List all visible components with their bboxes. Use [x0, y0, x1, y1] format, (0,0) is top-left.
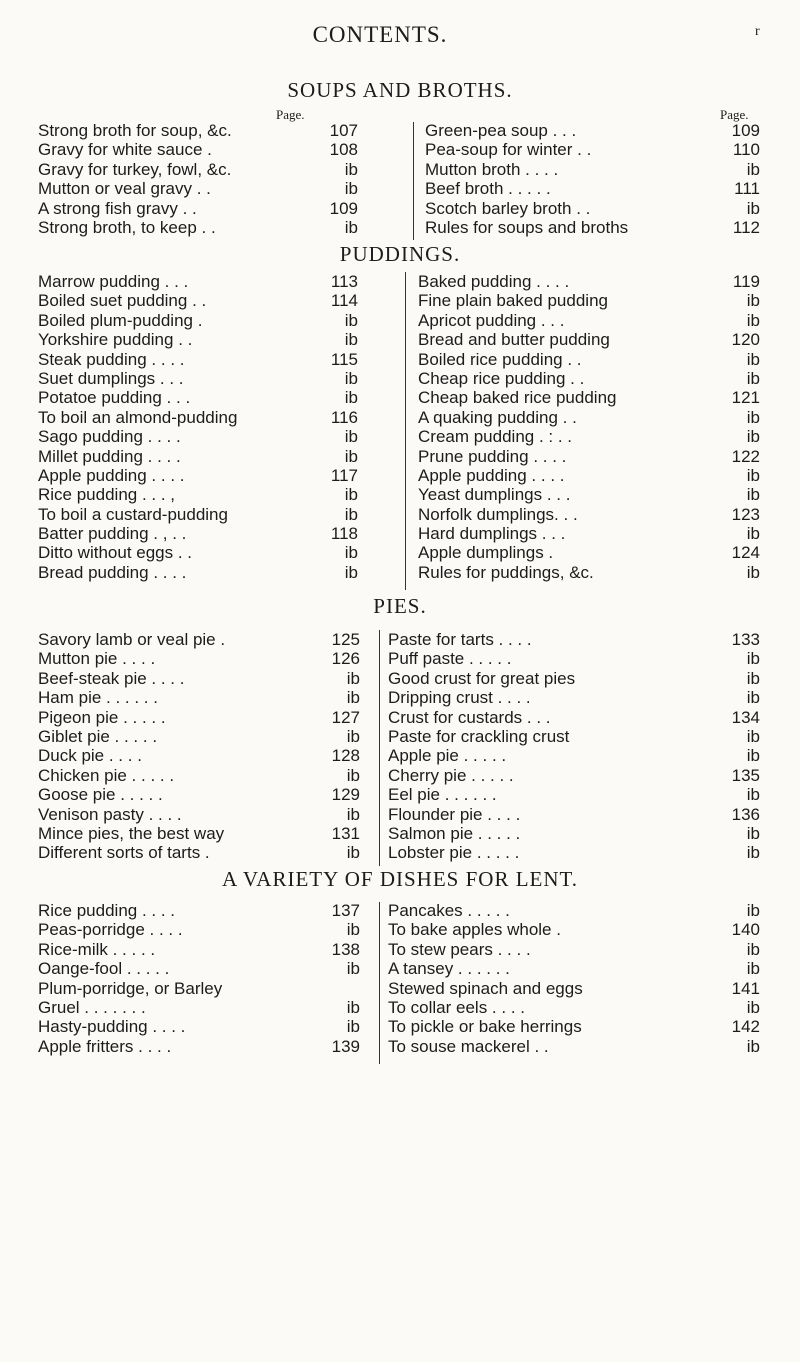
- entry-title: Pea-soup for winter . .: [425, 140, 592, 160]
- entry-title: Peas-porridge . . . .: [38, 920, 183, 940]
- entry-page-number: ib: [746, 310, 760, 330]
- entry-page-number: ib: [746, 843, 760, 863]
- toc-entry: [418, 408, 760, 427]
- toc-entry: [38, 218, 358, 237]
- lent-right-column: [388, 901, 760, 1056]
- toc-entry: [388, 805, 760, 824]
- page-title: CONTENTS.: [312, 22, 448, 47]
- entry-page-number: ib: [346, 688, 360, 708]
- toc-entry: [425, 140, 760, 159]
- pies-right-column: [388, 630, 760, 863]
- entry-page-number: ib: [746, 939, 760, 959]
- entry-page-number: 123: [731, 504, 760, 524]
- entry-page-number: 114: [330, 291, 358, 311]
- entry-title: Salmon pie . . . . .: [388, 823, 521, 843]
- entry-page-number: ib: [344, 485, 358, 505]
- entry-title: Potatoe pudding . . .: [38, 388, 191, 408]
- toc-entry: [418, 388, 760, 407]
- entry-title: Apple pudding . . . .: [38, 465, 185, 485]
- entry-title: Dripping crust . . . .: [388, 688, 531, 708]
- entry-page-number: 118: [330, 524, 358, 544]
- soups-left-column: [38, 121, 358, 237]
- entry-title: A strong fish gravy . .: [38, 198, 197, 218]
- puddings-right-column: [418, 272, 760, 582]
- toc-entry: [388, 727, 760, 746]
- entry-title: Stewed spinach and eggs: [388, 978, 583, 998]
- entry-title: Ditto without eggs . .: [38, 543, 193, 563]
- entry-page-number: ib: [344, 330, 358, 350]
- column-divider: [379, 630, 380, 866]
- entry-page-number: 137: [331, 901, 360, 920]
- entry-title: Ham pie . . . . . .: [38, 688, 158, 708]
- toc-entry: [38, 959, 360, 978]
- entry-title: To pickle or bake herrings: [388, 1017, 582, 1037]
- entry-page-number: ib: [746, 291, 760, 311]
- entry-page-number: ib: [746, 823, 760, 843]
- toc-entry: [418, 350, 760, 369]
- toc-entry: [418, 485, 760, 504]
- entry-title: Rules for puddings, &c.: [418, 562, 594, 582]
- entry-page-number: ib: [344, 388, 358, 408]
- toc-entry: [38, 940, 360, 959]
- entry-page-number: 113: [330, 272, 358, 291]
- entry-page-number: ib: [746, 159, 760, 179]
- entry-page-number: 112: [732, 217, 760, 237]
- entry-title: Savory lamb or veal pie .: [38, 630, 226, 649]
- entry-title: Prune pudding . . . .: [418, 446, 567, 466]
- entry-page-number: 120: [731, 330, 760, 350]
- toc-entry: [418, 563, 760, 582]
- entry-title: Batter pudding . , . .: [38, 524, 187, 544]
- toc-entry: [38, 427, 358, 446]
- toc-entry: [38, 369, 358, 388]
- entry-page-number: 127: [331, 707, 360, 727]
- toc-entry: [388, 785, 760, 804]
- toc-entry: [388, 1017, 760, 1036]
- entry-title: Suet dumplings . . .: [38, 368, 184, 388]
- toc-entry: [388, 630, 760, 649]
- entry-page-number: 135: [731, 765, 760, 785]
- lent-left-column: [38, 901, 360, 1056]
- toc-entry: [418, 272, 760, 291]
- toc-entry: [38, 524, 358, 543]
- column-divider: [413, 122, 414, 240]
- toc-entry: [38, 708, 360, 727]
- entry-title: Eel pie . . . . . .: [388, 785, 497, 805]
- entry-title: Apple fritters . . . .: [38, 1036, 172, 1056]
- entry-page-number: 111: [734, 179, 760, 199]
- entry-title: Venison pasty . . . .: [38, 804, 182, 824]
- entry-page-number: 116: [330, 407, 358, 427]
- entry-page-number: ib: [746, 562, 760, 582]
- toc-entry: [388, 708, 760, 727]
- page-column-label-left: Page.: [276, 107, 305, 122]
- toc-entry: [38, 408, 358, 427]
- entry-page-number: ib: [746, 668, 760, 688]
- entry-title: Gravy for turkey, fowl, &c.: [38, 159, 232, 179]
- pies-left-column: [38, 630, 360, 863]
- entry-title: A quaking pudding . .: [418, 407, 577, 427]
- toc-entry: [388, 669, 760, 688]
- entry-page-number: ib: [746, 746, 760, 766]
- toc-entry: [418, 466, 760, 485]
- entry-page-number: 136: [731, 804, 760, 824]
- entry-title: Rice-milk . . . . .: [38, 939, 156, 959]
- entry-title: Mutton or veal gravy . .: [38, 179, 211, 199]
- entry-title: Millet pudding . . . .: [38, 446, 181, 466]
- toc-entry: [38, 1017, 360, 1036]
- toc-entry: [38, 649, 360, 668]
- entry-title: Steak pudding . . . .: [38, 349, 185, 369]
- entry-title: Cheap baked rice pudding: [418, 388, 617, 408]
- entry-title: Scotch barley broth . .: [425, 198, 591, 218]
- entry-title: Apple dumplings .: [418, 543, 554, 563]
- toc-entry: [38, 998, 360, 1017]
- toc-entry: [38, 824, 360, 843]
- toc-entry: [38, 920, 360, 939]
- toc-entry: [425, 179, 760, 198]
- toc-entry: [38, 160, 358, 179]
- entry-title: To stew pears . . . .: [388, 939, 531, 959]
- toc-entry: [388, 824, 760, 843]
- toc-entry: [38, 485, 358, 504]
- section-heading-lent: A VARIETY OF DISHES FOR LENT.: [221, 867, 579, 891]
- entry-page-number: 109: [731, 121, 760, 140]
- toc-entry: [388, 998, 760, 1017]
- entry-title: Bread and butter pudding: [418, 330, 610, 350]
- entry-page-number: 128: [331, 746, 360, 766]
- toc-entry: [38, 505, 358, 524]
- entry-title: Hard dumplings . . .: [418, 524, 566, 544]
- entry-title: Marrow pudding . . .: [38, 272, 189, 291]
- entry-page-number: ib: [746, 485, 760, 505]
- entry-title: Baked pudding . . . .: [418, 272, 570, 291]
- entry-page-number: 122: [731, 446, 760, 466]
- toc-entry: [38, 447, 358, 466]
- entry-title: Beef-steak pie . . . .: [38, 668, 185, 688]
- entry-page-number: ib: [746, 465, 760, 485]
- entry-title: Bread pudding . . . .: [38, 562, 187, 582]
- toc-entry: [388, 940, 760, 959]
- entry-page-number: ib: [746, 198, 760, 218]
- entry-title: To souse mackerel . .: [388, 1036, 549, 1056]
- entry-title: Yeast dumplings . . .: [418, 485, 571, 505]
- toc-entry: [38, 785, 360, 804]
- entry-title: Gravy for white sauce .: [38, 140, 212, 160]
- entry-title: Puff paste . . . . .: [388, 649, 512, 669]
- entry-title: Boiled plum-pudding .: [38, 310, 203, 330]
- entry-title: Mutton pie . . . .: [38, 649, 156, 669]
- toc-entry: [38, 272, 358, 291]
- entry-title: To collar eels . . . .: [388, 997, 525, 1017]
- entry-title: Sago pudding . . . .: [38, 427, 181, 447]
- entry-page-number: 142: [731, 1017, 760, 1037]
- entry-page-number: ib: [344, 217, 358, 237]
- entry-page-number: 109: [329, 198, 358, 218]
- entry-title: Mutton broth . . . .: [425, 159, 559, 179]
- entry-title: Apple pie . . . . .: [388, 746, 507, 766]
- toc-entry: [38, 669, 360, 688]
- toc-entry: [425, 160, 760, 179]
- entry-page-number: 115: [330, 349, 358, 369]
- toc-entry: [418, 505, 760, 524]
- entry-title: Flounder pie . . . .: [388, 804, 521, 824]
- toc-entry: [418, 447, 760, 466]
- toc-entry: [388, 688, 760, 707]
- entry-page-number: ib: [746, 997, 760, 1017]
- entry-title: Cheap rice pudding . .: [418, 368, 585, 388]
- toc-entry: [388, 901, 760, 920]
- entry-page-number: ib: [346, 726, 360, 746]
- entry-page-number: 110: [732, 140, 760, 160]
- entry-title: Fine plain baked pudding: [418, 291, 608, 311]
- entry-title: Crust for custards . . .: [388, 707, 551, 727]
- toc-entry: [38, 330, 358, 349]
- entry-page-number: 125: [331, 630, 360, 649]
- toc-entry: [418, 311, 760, 330]
- column-divider: [379, 902, 380, 1064]
- toc-entry: [388, 1037, 760, 1056]
- entry-title: Cream pudding . : . .: [418, 427, 573, 447]
- entry-page-number: ib: [346, 668, 360, 688]
- entry-title: To bake apples whole .: [388, 920, 561, 940]
- toc-entry: [388, 979, 760, 998]
- entry-page-number: ib: [346, 997, 360, 1017]
- entry-page-number: 140: [731, 920, 760, 940]
- entry-title: Different sorts of tarts .: [38, 843, 210, 863]
- entry-page-number: ib: [746, 959, 760, 979]
- entry-title: A tansey . . . . . .: [388, 959, 510, 979]
- entry-title: Strong broth, to keep . .: [38, 217, 216, 237]
- toc-entry: [38, 563, 358, 582]
- page-column-label-right: Page.: [720, 107, 749, 122]
- entry-title: Strong broth for soup, &c.: [38, 121, 232, 140]
- entry-page-number: ib: [746, 649, 760, 669]
- entry-page-number: ib: [344, 310, 358, 330]
- entry-page-number: ib: [746, 726, 760, 746]
- entry-page-number: 124: [731, 543, 760, 563]
- entry-title: Rice pudding . . . ,: [38, 485, 176, 505]
- entry-page-number: 108: [329, 140, 358, 160]
- toc-entry: [38, 1037, 360, 1056]
- entry-title: Cherry pie . . . . .: [388, 765, 514, 785]
- toc-entry: [418, 543, 760, 562]
- entry-page-number: ib: [746, 1036, 760, 1056]
- toc-entry: [388, 766, 760, 785]
- entry-title: Mince pies, the best way: [38, 823, 225, 843]
- entry-page-number: 121: [731, 388, 760, 408]
- toc-entry: [418, 291, 760, 310]
- entry-page-number: ib: [344, 562, 358, 582]
- soups-right-column: [425, 121, 760, 237]
- entry-page-number: ib: [346, 1017, 360, 1037]
- toc-entry: [38, 140, 358, 159]
- toc-entry: [418, 369, 760, 388]
- entry-title: Rules for soups and broths: [425, 217, 629, 237]
- entry-page-number: ib: [346, 804, 360, 824]
- toc-entry: [38, 121, 358, 140]
- entry-page-number: 141: [731, 978, 760, 998]
- entry-page-number: 139: [331, 1036, 360, 1056]
- entry-page-number: ib: [344, 159, 358, 179]
- entry-title: Apricot pudding . . .: [418, 310, 565, 330]
- toc-entry: [38, 388, 358, 407]
- toc-entry: [388, 746, 760, 765]
- entry-page-number: 107: [329, 121, 358, 140]
- entry-page-number: ib: [344, 427, 358, 447]
- section-heading-pies: PIES.: [373, 594, 427, 618]
- entry-page-number: ib: [346, 843, 360, 863]
- entry-page-number: ib: [344, 179, 358, 199]
- entry-page-number: ib: [346, 959, 360, 979]
- toc-entry: [388, 959, 760, 978]
- section-heading-soups: SOUPS AND BROTHS.: [287, 78, 513, 102]
- entry-page-number: 138: [331, 939, 360, 959]
- toc-entry: [418, 330, 760, 349]
- toc-entry: [38, 350, 358, 369]
- entry-title: Paste for crackling crust: [388, 726, 570, 746]
- entry-title: Gruel . . . . . . .: [38, 997, 146, 1017]
- toc-entry: [38, 179, 358, 198]
- toc-entry: [38, 979, 360, 998]
- entry-title: Green-pea soup . . .: [425, 121, 577, 140]
- toc-entry: [388, 649, 760, 668]
- entry-title: Rice pudding . . . .: [38, 901, 176, 920]
- toc-entry: [38, 843, 360, 862]
- entry-title: Chicken pie . . . . .: [38, 765, 175, 785]
- entry-page-number: ib: [344, 504, 358, 524]
- entry-page-number: ib: [746, 524, 760, 544]
- corner-mark: r: [755, 24, 760, 39]
- entry-page-number: 131: [331, 823, 360, 843]
- toc-entry: [425, 121, 760, 140]
- entry-title: Apple pudding . . . .: [418, 465, 565, 485]
- entry-page-number: ib: [346, 920, 360, 940]
- entry-title: Duck pie . . . .: [38, 746, 142, 766]
- entry-page-number: ib: [746, 785, 760, 805]
- entry-page-number: ib: [746, 688, 760, 708]
- toc-entry: [38, 901, 360, 920]
- entry-title: Pigeon pie . . . . .: [38, 707, 166, 727]
- toc-entry: [388, 920, 760, 939]
- toc-entry: [38, 199, 358, 218]
- entry-title: Giblet pie . . . . .: [38, 726, 158, 746]
- entry-page-number: ib: [344, 368, 358, 388]
- entry-title: Pancakes . . . . .: [388, 901, 510, 920]
- entry-page-number: ib: [746, 407, 760, 427]
- toc-entry: [425, 218, 760, 237]
- toc-entry: [425, 199, 760, 218]
- entry-page-number: 129: [331, 785, 360, 805]
- entry-title: Hasty-pudding . . . .: [38, 1017, 186, 1037]
- entry-title: Good crust for great pies: [388, 668, 576, 688]
- entry-title: Beef broth . . . . .: [425, 179, 551, 199]
- toc-entry: [38, 727, 360, 746]
- toc-entry: [38, 805, 360, 824]
- toc-entry: [38, 688, 360, 707]
- section-heading-puddings: PUDDINGS.: [339, 242, 461, 266]
- entry-page-number: ib: [746, 427, 760, 447]
- entry-page-number: ib: [344, 446, 358, 466]
- entry-title: Plum-porridge, or Barley: [38, 978, 223, 998]
- toc-entry: [38, 291, 358, 310]
- entry-title: Yorkshire pudding . .: [38, 330, 193, 350]
- entry-title: Goose pie . . . . .: [38, 785, 163, 805]
- entry-page-number: 133: [731, 630, 760, 649]
- entry-title: Oange-fool . . . . .: [38, 959, 170, 979]
- entry-page-number: 134: [731, 707, 760, 727]
- entry-title: Boiled rice pudding . .: [418, 349, 582, 369]
- toc-entry: [38, 311, 358, 330]
- toc-entry: [38, 543, 358, 562]
- entry-page-number: 126: [331, 649, 360, 669]
- entry-page-number: 119: [732, 272, 760, 291]
- toc-entry: [38, 630, 360, 649]
- entry-page-number: ib: [746, 901, 760, 920]
- entry-title: Boiled suet pudding . .: [38, 291, 207, 311]
- entry-title: Paste for tarts . . . .: [388, 630, 532, 649]
- entry-page-number: ib: [746, 349, 760, 369]
- toc-entry: [418, 427, 760, 446]
- entry-page-number: ib: [346, 765, 360, 785]
- entry-page-number: 117: [330, 465, 358, 485]
- column-divider: [405, 272, 406, 590]
- puddings-left-column: [38, 272, 358, 582]
- entry-title: Lobster pie . . . . .: [388, 843, 520, 863]
- entry-page-number: ib: [746, 368, 760, 388]
- toc-entry: [38, 766, 360, 785]
- toc-entry: [418, 524, 760, 543]
- toc-entry: [388, 843, 760, 862]
- entry-title: Norfolk dumplings. . .: [418, 504, 578, 524]
- toc-entry: [38, 746, 360, 765]
- entry-title: To boil an almond-pudding: [38, 407, 238, 427]
- entry-title: To boil a custard-pudding: [38, 504, 228, 524]
- toc-entry: [38, 466, 358, 485]
- entry-page-number: ib: [344, 543, 358, 563]
